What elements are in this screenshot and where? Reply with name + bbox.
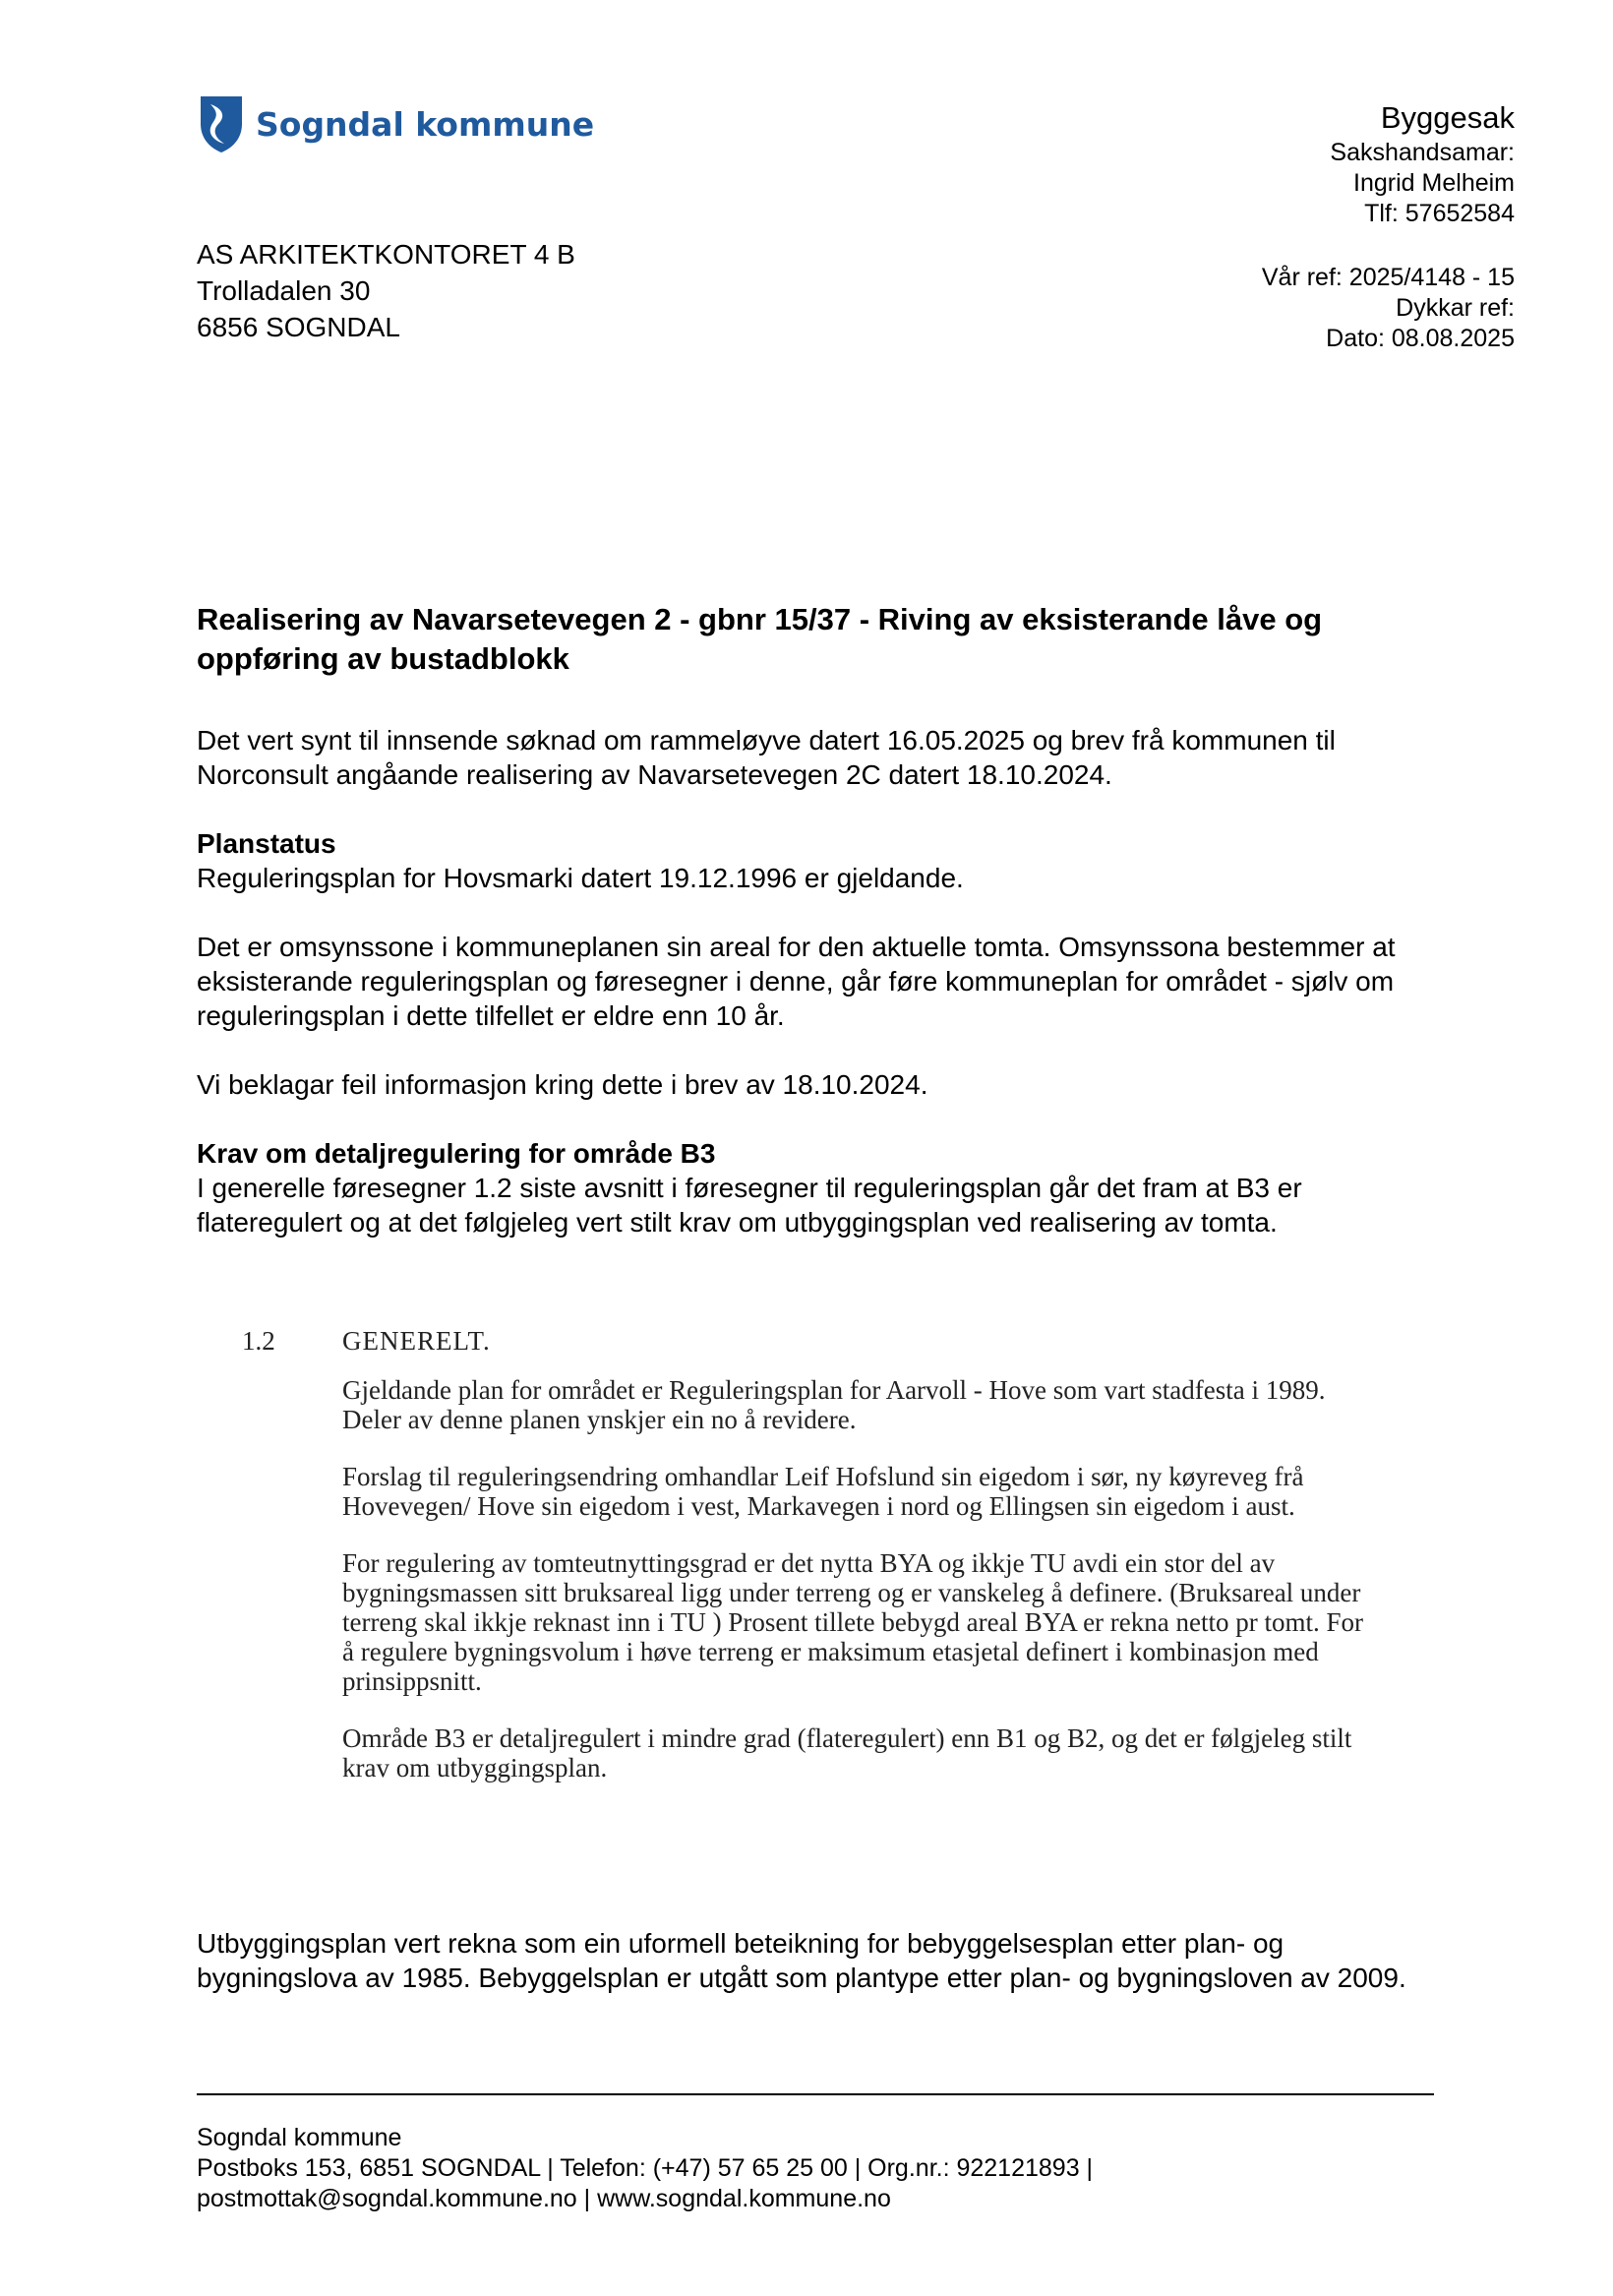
excerpt-section-number: 1.2 xyxy=(242,1326,275,1356)
letter-body xyxy=(197,600,1446,1274)
footer xyxy=(197,2123,1093,2214)
intro-paragraph: Det vert synt til innsende søknad om rammeløyve datert 16.05.2025 og brev frå kommunen til Norconsult angåande realisering av Navarsetevegen 2C datert 18.10.2024. xyxy=(197,725,1336,790)
footer-contact: postmottak@sogndal.kommune.no | www.sogndal.kommune.no xyxy=(197,2185,891,2212)
footer-org-name: Sogndal kommune xyxy=(197,2124,402,2151)
reference-block xyxy=(1262,263,1515,354)
planstatus-paragraph: Reguleringsplan for Hovsmarki datert 19.12.1996 er gjeldande. xyxy=(197,863,964,893)
your-reference: Dykkar ref: xyxy=(1396,294,1515,322)
logo-text: Sogndal kommune xyxy=(256,104,595,144)
excerpt-paragraph: Gjeldande plan for området er Reguleringsplan for Aarvoll - Hove som vart stadfesta i 1989. Deler av denne planen ynskjer ein no å revidere. xyxy=(342,1375,1326,1434)
shield-emblem-icon xyxy=(197,94,246,153)
letter-title: Realisering av Navarsetevegen 2 - gbnr 15/37 - Riving av eksisterande låve og oppføring av bustadblokk xyxy=(197,602,1323,676)
excerpt-paragraph: For regulering av tomteutnyttingsgrad er det nytta BYA og ikkje TU avdi ein stor del av bygningsmassen sitt bruksareal ligg under terreng og er vanskeleg å definere. (Bruksareal under terreng skal ikkje reknast inn i TU ) Prosent tillete bebygd areal BYA er rekna netto pr tomt. For å regulere bygningsvolum i høve terreng er maksimum etasjetal definert i kombinasjon med prinsippsnitt. xyxy=(342,1548,1363,1696)
handler-name: Ingrid Melheim xyxy=(1353,169,1515,197)
handler-phone: Tlf: 57652584 xyxy=(1364,200,1515,227)
recipient-address xyxy=(197,236,575,345)
closing-section xyxy=(197,1926,1446,1995)
recipient-street: Trolladalen 30 xyxy=(197,275,371,306)
excerpt-paragraph: Område B3 er detaljregulert i mindre grad (flateregulert) enn B1 og B2, og det er følgjeleg stilt krav om utbyggingsplan. xyxy=(342,1723,1352,1782)
krav-heading: Krav om detaljregulering for område B3 xyxy=(197,1138,716,1169)
footer-address: Postboks 153, 6851 SOGNDAL | Telefon: (+47) 57 65 25 00 | Org.nr.: 922121893 | xyxy=(197,2154,1094,2182)
closing-paragraph: Utbyggingsplan vert rekna som ein uformell beteikning for bebyggelsesplan etter plan- og bygningslova av 1985. Bebyggelsplan er utgått som plantype etter plan- og bygningsloven av 2009. xyxy=(197,1928,1406,1993)
handler-label: Sakshandsamar: xyxy=(1330,139,1515,166)
letter-date: Dato: 08.08.2025 xyxy=(1326,325,1515,352)
excerpt-heading: GENERELT. xyxy=(342,1326,491,1356)
municipality-logo xyxy=(197,94,594,153)
recipient-name: AS ARKITEKTKONTORET 4 B xyxy=(197,239,575,270)
excerpt-paragraph: Forslag til reguleringsendring omhandlar Leif Hofslund sin eigedom i sør, ny køyreveg frå Hovevegen/ Hove sin eigedom i vest, Markavegen i nord og Ellingsen sin eigedom i aust. xyxy=(342,1462,1304,1521)
footer-divider xyxy=(197,2093,1434,2095)
case-info xyxy=(1330,98,1515,229)
our-reference: Vår ref: 2025/4148 - 15 xyxy=(1261,264,1515,291)
omsynssone-paragraph: Det er omsynssone i kommuneplanen sin areal for den aktuelle tomta. Omsynssona bestemmer at eksisterande reguleringsplan og føresegner i denne, går føre kommuneplan for området - sjølv om reguleringsplan i dette tilfellet er eldre enn 10 år. xyxy=(197,932,1396,1031)
recipient-postal: 6856 SOGNDAL xyxy=(197,312,400,342)
regulation-excerpt xyxy=(242,1326,1383,1810)
apology-paragraph: Vi beklagar feil informasjon kring dette i brev av 18.10.2024. xyxy=(197,1069,928,1100)
krav-paragraph: I generelle føresegner 1.2 siste avsnitt i føresegner til reguleringsplan går det fram at B3 er flateregulert og at det følgjeleg vert stilt krav om utbyggingsplan ved realisering av tomta. xyxy=(197,1173,1302,1238)
case-type: Byggesak xyxy=(1380,100,1515,135)
planstatus-heading: Planstatus xyxy=(197,828,336,859)
